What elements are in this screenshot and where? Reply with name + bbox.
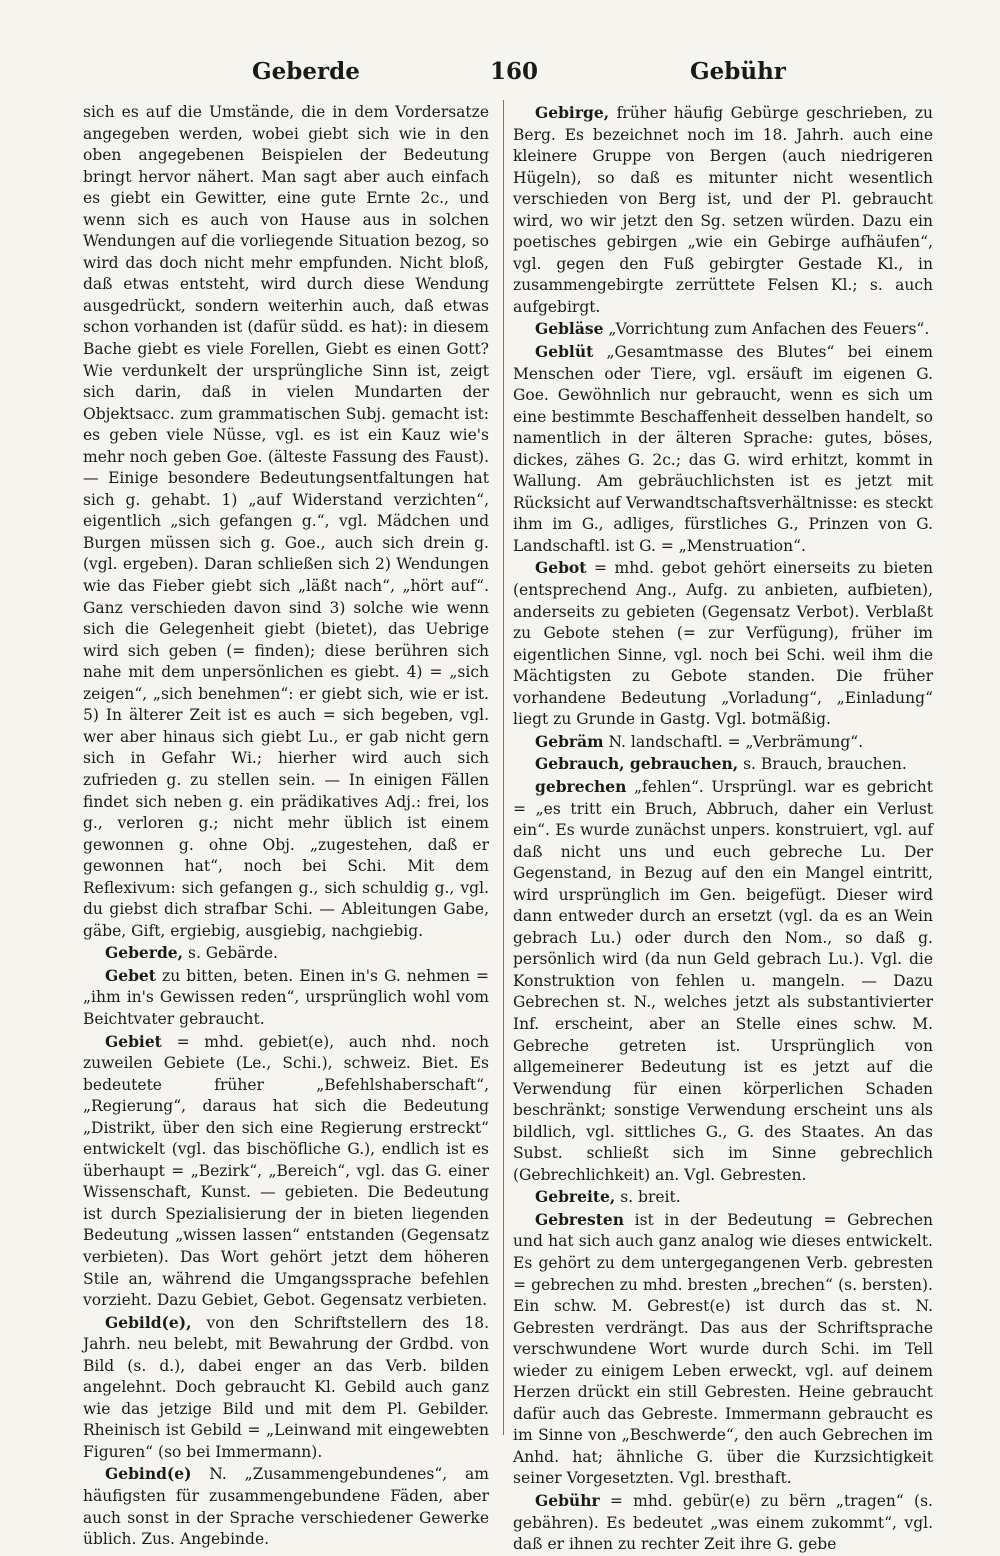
- entry-text: „Vorrichtung zum Anfachen des Feuers“.: [603, 320, 930, 339]
- dictionary-entry: [513, 731, 933, 754]
- entry-headword: Gebiet: [105, 1031, 162, 1051]
- entry-text: = mhd. gebür(e) zu bërn „tragen“ (s. gebähren). Es bedeutet „was einem zukommt“, vgl. daß er ihnen zu rechter Zeit ihre G. gebe: [513, 1492, 933, 1554]
- entry-text: ist in der Bedeutung = Gebrechen und hat sich auch ganz analog wie dieses entwickelt. Es gehört zu dem untergegangenen Verb. gebresten = gebrechen zu mhd. bresten „brechen“ (s. bersten). Ein schw. M. Gebrest(e) ist durch das st. N. Gebresten verdrängt. Das aus der Schriftsprache verschwundene Wort wurde durch Schi. im Tell wieder zu einigem Leben erweckt, vgl. auf deinem Herzen drückt ein still Gebresten. Heine gebraucht dafür auch das Gebreste. Immermann gebraucht es im Sinne von „Beschwerde“, den auch Gebrechen im Anhd. hat; ähnliche G. über die Kurzsichtigkeit seiner Vorgesetzten. Vgl. bresthaft.: [513, 1210, 933, 1488]
- dictionary-entry: [83, 942, 489, 965]
- entry-text: „Gesamtmasse des Blutes“ bei einem Menschen oder Tiere, vgl. ersäuft im eigenen G. Goe. Gewöhnlich nur gebraucht, wenn es sich um eine bestimmte Beschaffenheit desselben handelt, so namentlich in der älteren Sprache: gutes, böses, dickes, zähes G. 2c.; das G. wird erhitzt, kommt in Wallung. Am gebräuchlichsten ist es jetzt mit Rücksicht auf Verwandtschaftsverhältnisse: es steckt ihm im G., adliges, fürstliches G., Prinzen von G. Landschaftl. ist G. = „Menstruation“.: [513, 343, 933, 555]
- entry-text: N. „Zusammengebundenes“, am häufigsten für zusammengebundene Fäden, aber auch sonst in der Sprache verschiedener Gewerke üblich. Zus. Angebinde.: [83, 1465, 489, 1549]
- dictionary-entry: [513, 557, 933, 730]
- header-left-catchword: Geberde: [252, 58, 360, 85]
- entry-headword: Gebet: [105, 965, 156, 985]
- entry-headword: Gebrauch, gebrauchen,: [535, 754, 739, 774]
- entry-text: = mhd. gebot gehört einerseits zu bieten (entsprechend Ang., Aufg. zu anbieten, aufbieten), anderseits zu gebieten (Gegensatz Verbot). Verblaßt zu Gebote stehen (= zur Verfügung), früher im eigentlichen Sinne, vgl. noch bei Schi. weil ihm die Mächtigsten zu Gebote standen. Die früher vorhandene Bedeutung „Vorladung“, „Einladung“ liegt zu Grunde in Gastg. Vgl. botmäßig.: [513, 559, 933, 729]
- dictionary-entry: [513, 1186, 933, 1209]
- entry-text: = mhd. gebiet(e), auch nhd. noch zuweilen Gebiete (Le., Schi.), schweiz. Biet. Es bedeutete früher „Befehlshaberschaft“, „Regierung“, daraus hat sich die Bedeutung „Distrikt, über den sich eine Regierung erstreckt“ entwickelt (vgl. das bischöfliche G.), endlich ist es überhaupt = „Bezirk“, „Bereich“, vgl. das G. einer Wissenschaft, Kunst. — gebieten. Die Bedeutung ist durch Spezialisierung der in bieten liegenden Bedeutung „wissen lassen“ entstanden (Gegensatz verbieten). Das Wort gehört jetzt dem höheren Stile an, während die Umgangssprache befehlen vorzieht. Dazu Gebiet, Gebot. Gegensatz verbieten.: [83, 1032, 489, 1310]
- continuation-paragraph: [83, 102, 489, 942]
- entry-headword: gebrechen: [535, 776, 627, 796]
- entry-headword: Gebreite,: [535, 1187, 616, 1207]
- entry-text: früher häufig Gebürge geschrieben, zu Berg. Es bezeichnet noch im 18. Jahrh. auch eine kleinere Gruppe von Bergen (auch niedrigeren Hügeln), so daß es mitunter nicht wesentlich verschieden von Berg ist, und der Pl. gebraucht wird, wo wir jetzt den Sg. setzen würden. Dazu ein poetisches gebirgen „wie ein Gebirge aufhäufen“, vgl. gegen den Fuß gebirgter Gestade Kl., in zusammengebirgte zerrüttete Felsen Kl.; s. auch aufgebirgt.: [513, 104, 933, 316]
- dictionary-entry: [513, 318, 933, 341]
- dictionary-entry: [83, 1312, 489, 1464]
- page-header: [100, 58, 930, 94]
- dictionary-entry: [513, 102, 933, 318]
- column-divider: [503, 100, 504, 1435]
- entry-text: sich es auf die Umstände, die in dem Vordersatze angegeben werden, wobei giebt sich wie in den oben angegebenen Beispielen der Bedeutung bringt hervor nähert. Man sagt aber auch einfach es giebt ein Gewitter, eine gute Ernte 2c., und wenn sich es auch von Hause aus in solchen Wendungen auf die vorliegende Situation bezog, so wird das doch nicht mehr empfunden. Nicht bloß, daß etwas entsteht, wird durch diese Wendung ausgedrückt, sondern weiterhin auch, daß etwas schon vorhanden ist (dafür südd. es hat): in diesem Bache giebt es viele Forellen, Giebt es einen Gott? Wie verdunkelt der ursprüngliche Sinn ist, zeigt sich darin, daß in vielen Mundarten der Objektsacc. zum grammatischen Subj. gemacht ist: es geben viele Nüsse, vgl. es ist ein Kauz wie's mehr noch geben Goe. (älteste Fassung des Faust). — Einige besondere Bedeutungsentfaltungen hat sich g. gehabt. 1) „auf Widerstand verzichten“, eigentlich „sich gefangen g.“, vgl. Mädchen und Burgen müssen sich g. Goe., auch sich drein g. (vgl. ergeben). Daran schließen sich 2) Wendungen wie das Fieber giebt sich „läßt nach“, „hört auf“. Ganz verschieden davon sind 3) solche wie wenn sich die Gelegenheit giebt (bietet), das Uebrige wird sich geben (= finden); diese berühren sich nahe mit dem unpersönlichen es giebt. 4) = „sich zeigen“, „sich benehmen“: er giebt sich, wie er ist. 5) In älterer Zeit ist es auch = sich begeben, vgl. wer aber hinaus sich giebt Lu., er gab nicht gern sich in Gefahr Wi.; hierher wird auch sich zufrieden g. zu stellen sein. — In einigen Fällen findet sich neben g. ein prädikatives Adj.: frei, los g., verloren g.; nicht mehr üblich ist einem gewonnen g. ohne Obj. „zugestehen, daß er gewonnen hat“, noch bei Schi. Mit dem Reflexivum: sich gefangen g., sich schuldig g., vgl. du giebst dich strafbar Schi. — Ableitungen Gabe, gäbe, Gift, ergiebig, ausgiebig, nachgiebig.: [83, 103, 489, 940]
- dictionary-entry: [513, 1490, 933, 1556]
- entry-text: s. breit.: [615, 1188, 681, 1207]
- left-column: [83, 102, 489, 1551]
- right-column: [513, 102, 933, 1556]
- entry-headword: Geberde,: [105, 943, 184, 963]
- page-number: 160: [490, 58, 539, 85]
- entry-headword: Gebirge,: [535, 103, 610, 122]
- entry-headword: Geblüt: [535, 342, 594, 362]
- entry-headword: Gebläse: [535, 319, 604, 339]
- entry-text: N. landschaftl. = „Verbrämung“.: [603, 732, 864, 751]
- entry-headword: Gebühr: [535, 1491, 600, 1510]
- header-right-catchword: Gebühr: [690, 58, 786, 85]
- dictionary-entry: [83, 1463, 489, 1550]
- entry-headword: Gebind(e): [105, 1464, 192, 1484]
- entry-text: von den Schriftstellern des 18. Jahrh. neu belebt, mit Bewahrung der Grdbd. von Bild (s. d.), dabei enger an das Verb. bilden angelehnt. Doch gebraucht Kl. Gebild auch ganz wie das jetzige Bild und mit dem Pl. Gebilder. Rheinisch ist Gebild = „Leinwand mit eingewebten Figuren“ (so bei Immermann).: [83, 1313, 489, 1461]
- entry-text: zu bitten, beten. Einen in's G. nehmen = „ihm in's Gewissen reden“, ursprünglich wohl vom Beichtvater gebraucht.: [83, 966, 489, 1028]
- entry-headword: Gebräm: [535, 731, 604, 751]
- dictionary-entry: [513, 341, 933, 557]
- dictionary-entry: [513, 776, 933, 1186]
- entry-text: s. Gebärde.: [183, 944, 278, 963]
- dictionary-entry: [83, 1031, 489, 1312]
- dictionary-entry: [513, 1209, 933, 1490]
- entry-text: s. Brauch, brauchen.: [738, 755, 907, 774]
- entry-headword: Gebild(e),: [105, 1312, 192, 1332]
- dictionary-entry: [83, 965, 489, 1031]
- dictionary-entry: [513, 753, 933, 776]
- entry-headword: Gebresten: [535, 1209, 624, 1229]
- entry-text: „fehlen“. Ursprüngl. war es gebricht = „es tritt ein Bruch, Abbruch, daher ein Verlust ein“. Es wurde zunächst unpers. konstruiert, vgl. auf daß nicht uns und euch gebreche Lu. Der Gegenstand, in Bezug auf den ein Mangel eintritt, wird ursprünglich im Gen. beigefügt. Dieser wird dann entweder durch an ersetzt (vgl. da es an Wein gebrach Lu.) oder durch den Nom., so daß g. persönlich wird (da nun Geld gebrach Lu.). Vgl. die Konstruktion von fehlen u. mangeln. — Dazu Gebrechen st. N., welches jetzt als substantivierter Inf. erscheint, aber an Stelle eines schw. M. Gebreche getreten ist. Ursprünglich von allgemeinerer Bedeutung ist es jetzt auf die Verwendung für einen körperlichen Schaden beschränkt; sonstige Verwendung erscheint uns als bildlich, vgl. sittliches G., G. des Staates. An das Subst. schließt sich im Sinne gebrechlich (Gebrechlichkeit) an. Vgl. Gebresten.: [513, 777, 933, 1184]
- entry-headword: Gebot: [535, 558, 587, 578]
